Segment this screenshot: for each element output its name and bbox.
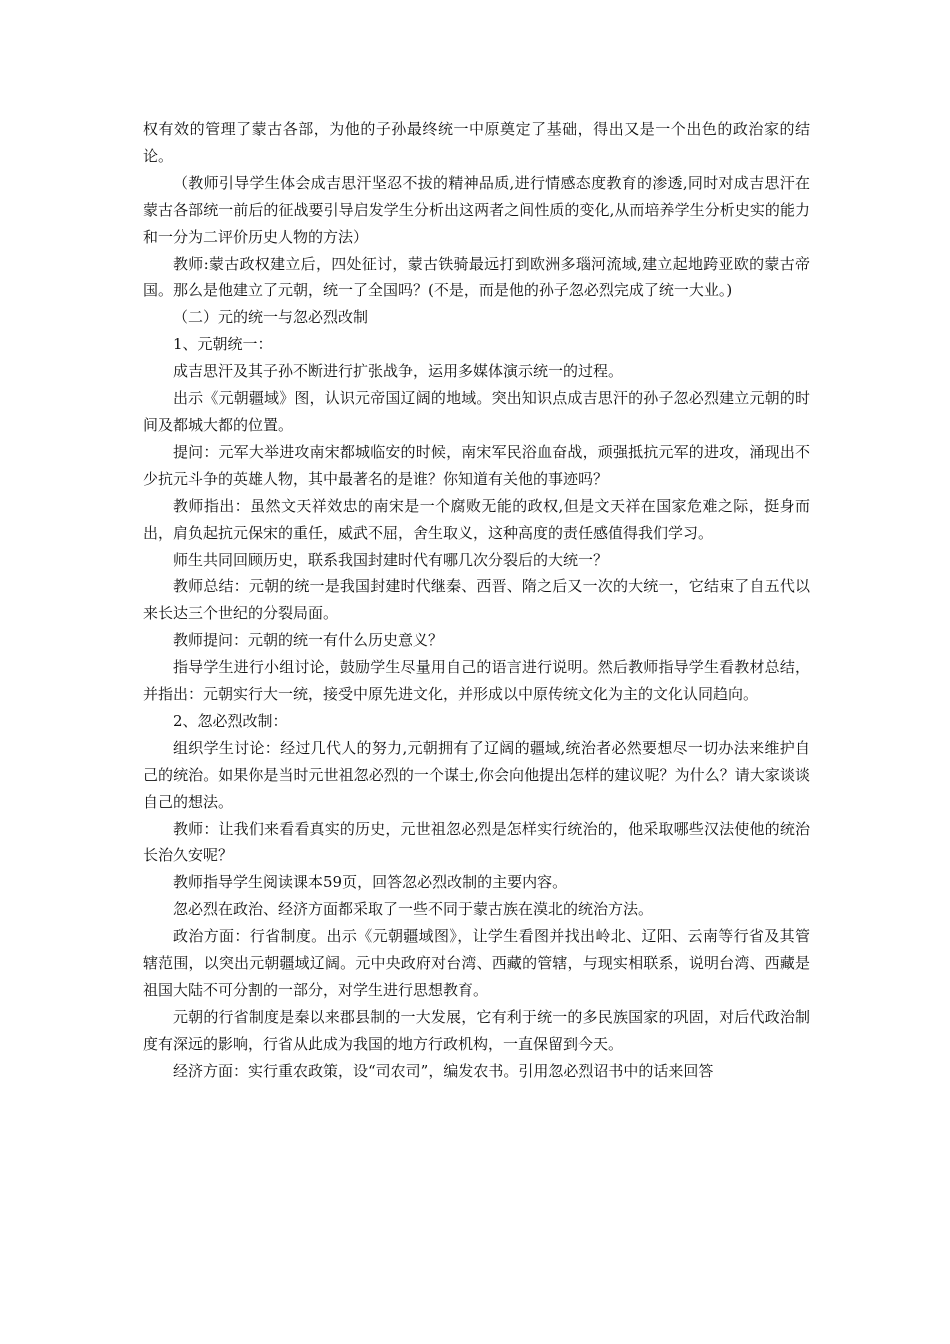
paragraph-16: 教师：让我们来看看真实的历史，元世祖忽必烈是怎样实行统治的，他采取哪些汉法使他的统治长治久安呢？ [143, 819, 810, 865]
paragraph-10: 师生共同回顾历史，联系我国封建时代有哪几次分裂后的大统一？ [173, 550, 609, 569]
paragraph-21: 经济方面：实行重农政策，设“司农司”，编发农书。引用忽必烈诏书中的话来回答 [173, 1061, 714, 1080]
paragraph-15: 组织学生讨论：经过几代人的努力,元朝拥有了辽阔的疆域,统治者必然要想尽一切办法来维护自己的统治。如果你是当时元世祖忽必烈的一个谋士,你会向他提出怎样的建议呢？为什么？请大家谈谈自己的想法。 [143, 738, 810, 811]
paragraph-19: 政治方面：行省制度。出示《元朝疆域图》，让学生看图并找出岭北、辽阳、云南等行省及其管辖范围，以突出元朝疆域辽阔。元中央政府对台湾、西藏的管辖，与现实相联系，说明台湾、西藏是祖国大陆不可分割的一部分，对学生进行思想教育。 [143, 927, 810, 999]
paragraph-18: 忽必烈在政治、经济方面都采取了一些不同于蒙古族在漠北的统治方法。 [173, 900, 654, 919]
paragraph-6: 成吉思汗及其子孙不断进行扩张战争，运用多媒体演示统一的过程。 [173, 362, 624, 381]
paragraph-7: 出示《元朝疆域》图，认识元帝国辽阔的地域。突出知识点成吉思汗的孙子忽必烈建立元朝的时间及都城大都的位置。 [143, 389, 810, 434]
section-heading-2: （二）元的统一与忽必烈改制 [173, 308, 369, 327]
document-page [143, 116, 810, 1085]
subheading-2: 2、忽必烈改制： [173, 711, 288, 730]
paragraph-11: 教师总结：元朝的统一是我国封建时代继秦、西晋、隋之后又一次的大统一，它结束了自五代以来长达三个世纪的分裂局面。 [143, 577, 810, 623]
paragraph-2: （教师引导学生体会成吉思汗坚忍不拔的精神品质,进行情感态度教育的渗透,同时对成吉思汗在蒙古各部统一前后的征战要引导启发学生分析出这两者之间性质的变化,从而培养学生分析史实的能力和一分为二评价历史人物的方法） [143, 173, 810, 246]
paragraph-17: 教师指导学生阅读课本59页，回答忽必烈改制的主要内容。 [173, 873, 568, 892]
paragraph-12: 教师提问：元朝的统一有什么历史意义？ [173, 631, 444, 650]
paragraph-20: 元朝的行省制度是秦以来郡县制的一大发展，它有利于统一的多民族国家的巩固，对后代政治制度有深远的影响，行省从此成为我国的地方行政机构，一直保留到今天。 [143, 1007, 810, 1053]
paragraph-1: 权有效的管理了蒙古各部，为他的子孙最终统一中原奠定了基础，得出又是一个出色的政治家的结论。 [143, 120, 810, 165]
paragraph-8: 提问：元军大举进攻南宋都城临安的时候，南宋军民浴血奋战，顽强抵抗元军的进攻，涌现出不少抗元斗争的英雄人物，其中最著名的是谁？你知道有关他的事迹吗？ [143, 442, 810, 488]
paragraph-13: 指导学生进行小组讨论，鼓励学生尽量用自己的语言进行说明。然后教师指导学生看教材总结，并指出：元朝实行大一统，接受中原先进文化，并形成以中原传统文化为主的文化认同趋向。 [143, 658, 810, 704]
subheading-1: 1、元朝统一： [173, 335, 273, 354]
paragraph-3: 教师:蒙古政权建立后，四处征讨，蒙古铁骑最远打到欧洲多瑙河流域,建立起地跨亚欧的蒙古帝国。那么是他建立了元朝，统一了全国吗？(不是，而是他的孙子忽必烈完成了统一大业。) [143, 254, 810, 300]
paragraph-9: 教师指出：虽然文天祥效忠的南宋是一个腐败无能的政权,但是文天祥在国家危难之际，挺身而出，肩负起抗元保宋的重任，威武不屈，舍生取义，这种高度的责任感值得我们学习。 [143, 496, 810, 542]
